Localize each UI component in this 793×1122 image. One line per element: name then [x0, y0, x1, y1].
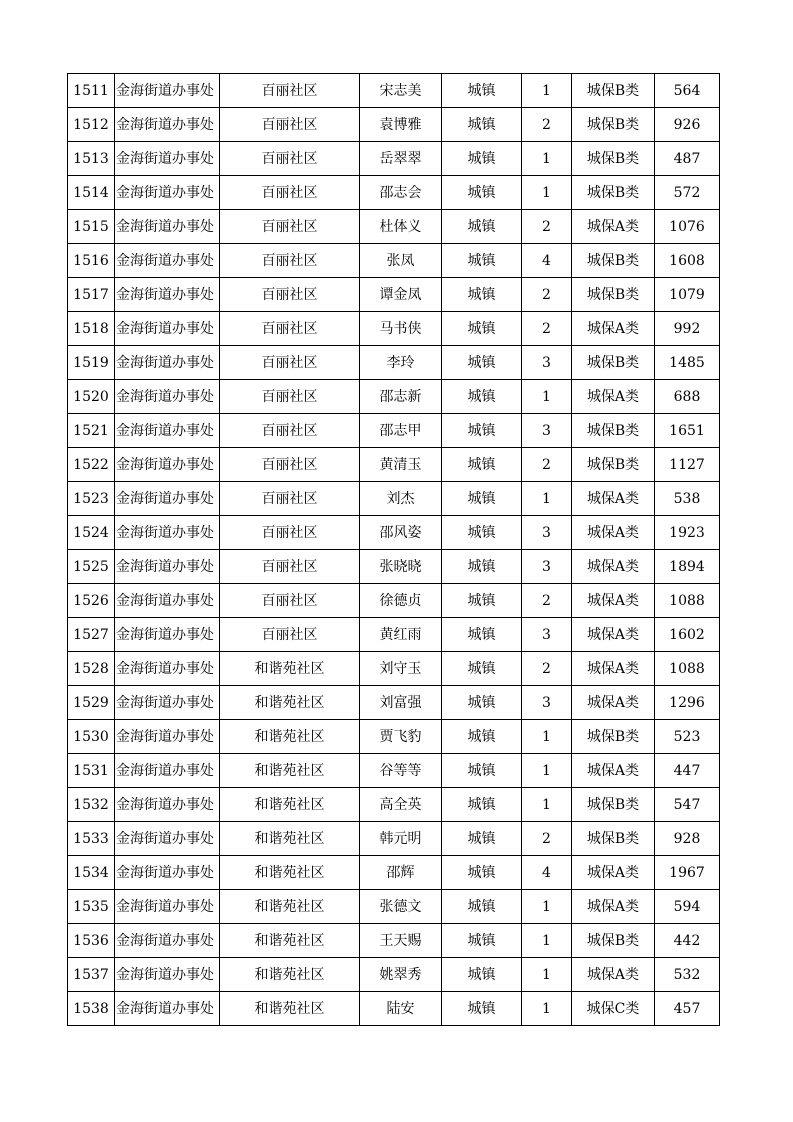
household-type-cell: 城镇	[442, 856, 522, 890]
table-row	[68, 652, 720, 686]
member-count-cell: 3	[522, 550, 572, 584]
street-office-cell: 金海街道办事处	[115, 346, 220, 380]
member-count-cell: 1	[522, 788, 572, 822]
household-type-cell: 城镇	[442, 482, 522, 516]
table-row	[68, 754, 720, 788]
table-row	[68, 176, 720, 210]
insurance-category-cell: 城保B类	[572, 924, 655, 958]
street-office-cell: 金海街道办事处	[115, 482, 220, 516]
table-row	[68, 992, 720, 1026]
row-number-cell: 1520	[68, 380, 115, 414]
community-cell: 和谐苑社区	[220, 958, 360, 992]
community-cell: 和谐苑社区	[220, 686, 360, 720]
member-count-cell: 1	[522, 924, 572, 958]
community-cell: 百丽社区	[220, 414, 360, 448]
person-name-cell: 谷等等	[360, 754, 442, 788]
amount-cell: 572	[655, 176, 720, 210]
street-office-cell: 金海街道办事处	[115, 720, 220, 754]
household-type-cell: 城镇	[442, 74, 522, 108]
community-cell: 和谐苑社区	[220, 754, 360, 788]
person-name-cell: 姚翠秀	[360, 958, 442, 992]
person-name-cell: 王天赐	[360, 924, 442, 958]
insurance-category-cell: 城保C类	[572, 992, 655, 1026]
row-number-cell: 1522	[68, 448, 115, 482]
table-row	[68, 550, 720, 584]
street-office-cell: 金海街道办事处	[115, 686, 220, 720]
community-cell: 百丽社区	[220, 176, 360, 210]
table-row	[68, 958, 720, 992]
street-office-cell: 金海街道办事处	[115, 516, 220, 550]
household-type-cell: 城镇	[442, 584, 522, 618]
member-count-cell: 1	[522, 720, 572, 754]
person-name-cell: 邵风姿	[360, 516, 442, 550]
community-cell: 百丽社区	[220, 278, 360, 312]
row-number-cell: 1515	[68, 210, 115, 244]
household-type-cell: 城镇	[442, 788, 522, 822]
table-row	[68, 278, 720, 312]
insurance-category-cell: 城保B类	[572, 788, 655, 822]
amount-cell: 594	[655, 890, 720, 924]
table-row	[68, 108, 720, 142]
row-number-cell: 1516	[68, 244, 115, 278]
amount-cell: 547	[655, 788, 720, 822]
street-office-cell: 金海街道办事处	[115, 652, 220, 686]
member-count-cell: 4	[522, 856, 572, 890]
community-cell: 和谐苑社区	[220, 720, 360, 754]
person-name-cell: 张晓晓	[360, 550, 442, 584]
amount-cell: 1296	[655, 686, 720, 720]
street-office-cell: 金海街道办事处	[115, 958, 220, 992]
table-row	[68, 482, 720, 516]
community-cell: 百丽社区	[220, 312, 360, 346]
community-cell: 百丽社区	[220, 142, 360, 176]
table-row	[68, 686, 720, 720]
insurance-category-cell: 城保A类	[572, 584, 655, 618]
person-name-cell: 刘富强	[360, 686, 442, 720]
table-row	[68, 74, 720, 108]
table-row	[68, 142, 720, 176]
table-row	[68, 788, 720, 822]
household-type-cell: 城镇	[442, 618, 522, 652]
community-cell: 百丽社区	[220, 380, 360, 414]
row-number-cell: 1530	[68, 720, 115, 754]
household-type-cell: 城镇	[442, 822, 522, 856]
street-office-cell: 金海街道办事处	[115, 278, 220, 312]
row-number-cell: 1534	[68, 856, 115, 890]
person-name-cell: 刘守玉	[360, 652, 442, 686]
household-type-cell: 城镇	[442, 754, 522, 788]
community-cell: 百丽社区	[220, 584, 360, 618]
member-count-cell: 2	[522, 652, 572, 686]
table-row	[68, 856, 720, 890]
insurance-category-cell: 城保B类	[572, 244, 655, 278]
member-count-cell: 2	[522, 312, 572, 346]
community-cell: 百丽社区	[220, 550, 360, 584]
amount-cell: 1967	[655, 856, 720, 890]
insurance-category-cell: 城保B类	[572, 74, 655, 108]
row-number-cell: 1511	[68, 74, 115, 108]
household-type-cell: 城镇	[442, 550, 522, 584]
member-count-cell: 2	[522, 108, 572, 142]
street-office-cell: 金海街道办事处	[115, 414, 220, 448]
insurance-category-cell: 城保A类	[572, 856, 655, 890]
amount-cell: 1076	[655, 210, 720, 244]
member-count-cell: 2	[522, 822, 572, 856]
community-cell: 百丽社区	[220, 74, 360, 108]
row-number-cell: 1527	[68, 618, 115, 652]
person-name-cell: 袁博雅	[360, 108, 442, 142]
row-number-cell: 1521	[68, 414, 115, 448]
amount-cell: 523	[655, 720, 720, 754]
table-row	[68, 822, 720, 856]
table-row	[68, 414, 720, 448]
amount-cell: 926	[655, 108, 720, 142]
row-number-cell: 1519	[68, 346, 115, 380]
row-number-cell: 1512	[68, 108, 115, 142]
person-name-cell: 徐德贞	[360, 584, 442, 618]
person-name-cell: 马书侠	[360, 312, 442, 346]
street-office-cell: 金海街道办事处	[115, 108, 220, 142]
household-type-cell: 城镇	[442, 142, 522, 176]
row-number-cell: 1523	[68, 482, 115, 516]
insurance-category-cell: 城保B类	[572, 142, 655, 176]
community-cell: 百丽社区	[220, 516, 360, 550]
street-office-cell: 金海街道办事处	[115, 142, 220, 176]
street-office-cell: 金海街道办事处	[115, 822, 220, 856]
amount-cell: 1127	[655, 448, 720, 482]
person-name-cell: 邵志新	[360, 380, 442, 414]
row-number-cell: 1513	[68, 142, 115, 176]
person-name-cell: 贾飞豹	[360, 720, 442, 754]
household-type-cell: 城镇	[442, 924, 522, 958]
amount-cell: 1894	[655, 550, 720, 584]
member-count-cell: 3	[522, 346, 572, 380]
amount-cell: 442	[655, 924, 720, 958]
row-number-cell: 1529	[68, 686, 115, 720]
insurance-category-cell: 城保A类	[572, 890, 655, 924]
row-number-cell: 1537	[68, 958, 115, 992]
row-number-cell: 1517	[68, 278, 115, 312]
street-office-cell: 金海街道办事处	[115, 312, 220, 346]
roster-body	[68, 74, 720, 1026]
amount-cell: 1485	[655, 346, 720, 380]
street-office-cell: 金海街道办事处	[115, 244, 220, 278]
street-office-cell: 金海街道办事处	[115, 210, 220, 244]
table-row	[68, 890, 720, 924]
street-office-cell: 金海街道办事处	[115, 584, 220, 618]
amount-cell: 1651	[655, 414, 720, 448]
row-number-cell: 1538	[68, 992, 115, 1026]
person-name-cell: 高全英	[360, 788, 442, 822]
person-name-cell: 张凤	[360, 244, 442, 278]
community-cell: 百丽社区	[220, 346, 360, 380]
row-number-cell: 1536	[68, 924, 115, 958]
person-name-cell: 邵辉	[360, 856, 442, 890]
person-name-cell: 邵志甲	[360, 414, 442, 448]
community-cell: 百丽社区	[220, 210, 360, 244]
person-name-cell: 杜体义	[360, 210, 442, 244]
household-type-cell: 城镇	[442, 244, 522, 278]
community-cell: 和谐苑社区	[220, 788, 360, 822]
member-count-cell: 2	[522, 278, 572, 312]
person-name-cell: 刘杰	[360, 482, 442, 516]
insurance-category-cell: 城保A类	[572, 312, 655, 346]
insurance-category-cell: 城保A类	[572, 550, 655, 584]
household-type-cell: 城镇	[442, 958, 522, 992]
amount-cell: 928	[655, 822, 720, 856]
insurance-category-cell: 城保A类	[572, 516, 655, 550]
household-type-cell: 城镇	[442, 176, 522, 210]
street-office-cell: 金海街道办事处	[115, 618, 220, 652]
insurance-category-cell: 城保B类	[572, 822, 655, 856]
street-office-cell: 金海街道办事处	[115, 448, 220, 482]
member-count-cell: 2	[522, 584, 572, 618]
row-number-cell: 1528	[68, 652, 115, 686]
person-name-cell: 黄红雨	[360, 618, 442, 652]
household-type-cell: 城镇	[442, 448, 522, 482]
insurance-category-cell: 城保B类	[572, 720, 655, 754]
community-cell: 百丽社区	[220, 244, 360, 278]
member-count-cell: 3	[522, 686, 572, 720]
amount-cell: 992	[655, 312, 720, 346]
member-count-cell: 3	[522, 618, 572, 652]
street-office-cell: 金海街道办事处	[115, 924, 220, 958]
row-number-cell: 1525	[68, 550, 115, 584]
insurance-category-cell: 城保A类	[572, 618, 655, 652]
community-cell: 百丽社区	[220, 618, 360, 652]
row-number-cell: 1514	[68, 176, 115, 210]
member-count-cell: 2	[522, 448, 572, 482]
household-type-cell: 城镇	[442, 380, 522, 414]
amount-cell: 1088	[655, 652, 720, 686]
household-type-cell: 城镇	[442, 652, 522, 686]
amount-cell: 688	[655, 380, 720, 414]
member-count-cell: 3	[522, 414, 572, 448]
insurance-category-cell: 城保B类	[572, 448, 655, 482]
amount-cell: 1602	[655, 618, 720, 652]
insurance-category-cell: 城保A类	[572, 210, 655, 244]
insurance-category-cell: 城保B类	[572, 108, 655, 142]
roster-table	[67, 73, 720, 1026]
household-type-cell: 城镇	[442, 516, 522, 550]
household-type-cell: 城镇	[442, 312, 522, 346]
person-name-cell: 邵志会	[360, 176, 442, 210]
member-count-cell: 4	[522, 244, 572, 278]
row-number-cell: 1533	[68, 822, 115, 856]
table-row	[68, 346, 720, 380]
person-name-cell: 宋志美	[360, 74, 442, 108]
street-office-cell: 金海街道办事处	[115, 856, 220, 890]
street-office-cell: 金海街道办事处	[115, 788, 220, 822]
member-count-cell: 1	[522, 380, 572, 414]
member-count-cell: 1	[522, 890, 572, 924]
row-number-cell: 1526	[68, 584, 115, 618]
row-number-cell: 1524	[68, 516, 115, 550]
amount-cell: 532	[655, 958, 720, 992]
person-name-cell: 黄清玉	[360, 448, 442, 482]
amount-cell: 564	[655, 74, 720, 108]
household-type-cell: 城镇	[442, 278, 522, 312]
row-number-cell: 1518	[68, 312, 115, 346]
community-cell: 和谐苑社区	[220, 924, 360, 958]
member-count-cell: 1	[522, 754, 572, 788]
amount-cell: 1923	[655, 516, 720, 550]
insurance-category-cell: 城保A类	[572, 686, 655, 720]
community-cell: 百丽社区	[220, 448, 360, 482]
row-number-cell: 1531	[68, 754, 115, 788]
row-number-cell: 1535	[68, 890, 115, 924]
table-row	[68, 312, 720, 346]
member-count-cell: 1	[522, 142, 572, 176]
community-cell: 和谐苑社区	[220, 890, 360, 924]
person-name-cell: 谭金凤	[360, 278, 442, 312]
table-row	[68, 618, 720, 652]
person-name-cell: 陆安	[360, 992, 442, 1026]
person-name-cell: 岳翠翠	[360, 142, 442, 176]
household-type-cell: 城镇	[442, 890, 522, 924]
member-count-cell: 2	[522, 210, 572, 244]
amount-cell: 457	[655, 992, 720, 1026]
insurance-category-cell: 城保B类	[572, 346, 655, 380]
member-count-cell: 3	[522, 516, 572, 550]
row-number-cell: 1532	[68, 788, 115, 822]
street-office-cell: 金海街道办事处	[115, 754, 220, 788]
member-count-cell: 1	[522, 74, 572, 108]
table-row	[68, 924, 720, 958]
person-name-cell: 李玲	[360, 346, 442, 380]
table-row	[68, 584, 720, 618]
insurance-category-cell: 城保A类	[572, 652, 655, 686]
street-office-cell: 金海街道办事处	[115, 890, 220, 924]
street-office-cell: 金海街道办事处	[115, 380, 220, 414]
amount-cell: 1608	[655, 244, 720, 278]
table-row	[68, 244, 720, 278]
amount-cell: 447	[655, 754, 720, 788]
amount-cell: 487	[655, 142, 720, 176]
member-count-cell: 1	[522, 958, 572, 992]
insurance-category-cell: 城保B类	[572, 278, 655, 312]
insurance-category-cell: 城保A类	[572, 958, 655, 992]
community-cell: 和谐苑社区	[220, 652, 360, 686]
amount-cell: 538	[655, 482, 720, 516]
member-count-cell: 1	[522, 482, 572, 516]
street-office-cell: 金海街道办事处	[115, 992, 220, 1026]
household-type-cell: 城镇	[442, 346, 522, 380]
amount-cell: 1079	[655, 278, 720, 312]
table-row	[68, 516, 720, 550]
community-cell: 和谐苑社区	[220, 822, 360, 856]
street-office-cell: 金海街道办事处	[115, 176, 220, 210]
insurance-category-cell: 城保A类	[572, 754, 655, 788]
person-name-cell: 张德文	[360, 890, 442, 924]
table-row	[68, 448, 720, 482]
street-office-cell: 金海街道办事处	[115, 74, 220, 108]
member-count-cell: 1	[522, 176, 572, 210]
household-type-cell: 城镇	[442, 108, 522, 142]
household-type-cell: 城镇	[442, 210, 522, 244]
amount-cell: 1088	[655, 584, 720, 618]
household-type-cell: 城镇	[442, 720, 522, 754]
insurance-category-cell: 城保B类	[572, 414, 655, 448]
table-row	[68, 720, 720, 754]
community-cell: 百丽社区	[220, 108, 360, 142]
community-cell: 和谐苑社区	[220, 992, 360, 1026]
household-type-cell: 城镇	[442, 686, 522, 720]
table-row	[68, 210, 720, 244]
table-row	[68, 380, 720, 414]
insurance-category-cell: 城保A类	[572, 380, 655, 414]
household-type-cell: 城镇	[442, 992, 522, 1026]
member-count-cell: 1	[522, 992, 572, 1026]
insurance-category-cell: 城保B类	[572, 176, 655, 210]
household-type-cell: 城镇	[442, 414, 522, 448]
person-name-cell: 韩元明	[360, 822, 442, 856]
street-office-cell: 金海街道办事处	[115, 550, 220, 584]
community-cell: 百丽社区	[220, 482, 360, 516]
community-cell: 和谐苑社区	[220, 856, 360, 890]
insurance-category-cell: 城保A类	[572, 482, 655, 516]
